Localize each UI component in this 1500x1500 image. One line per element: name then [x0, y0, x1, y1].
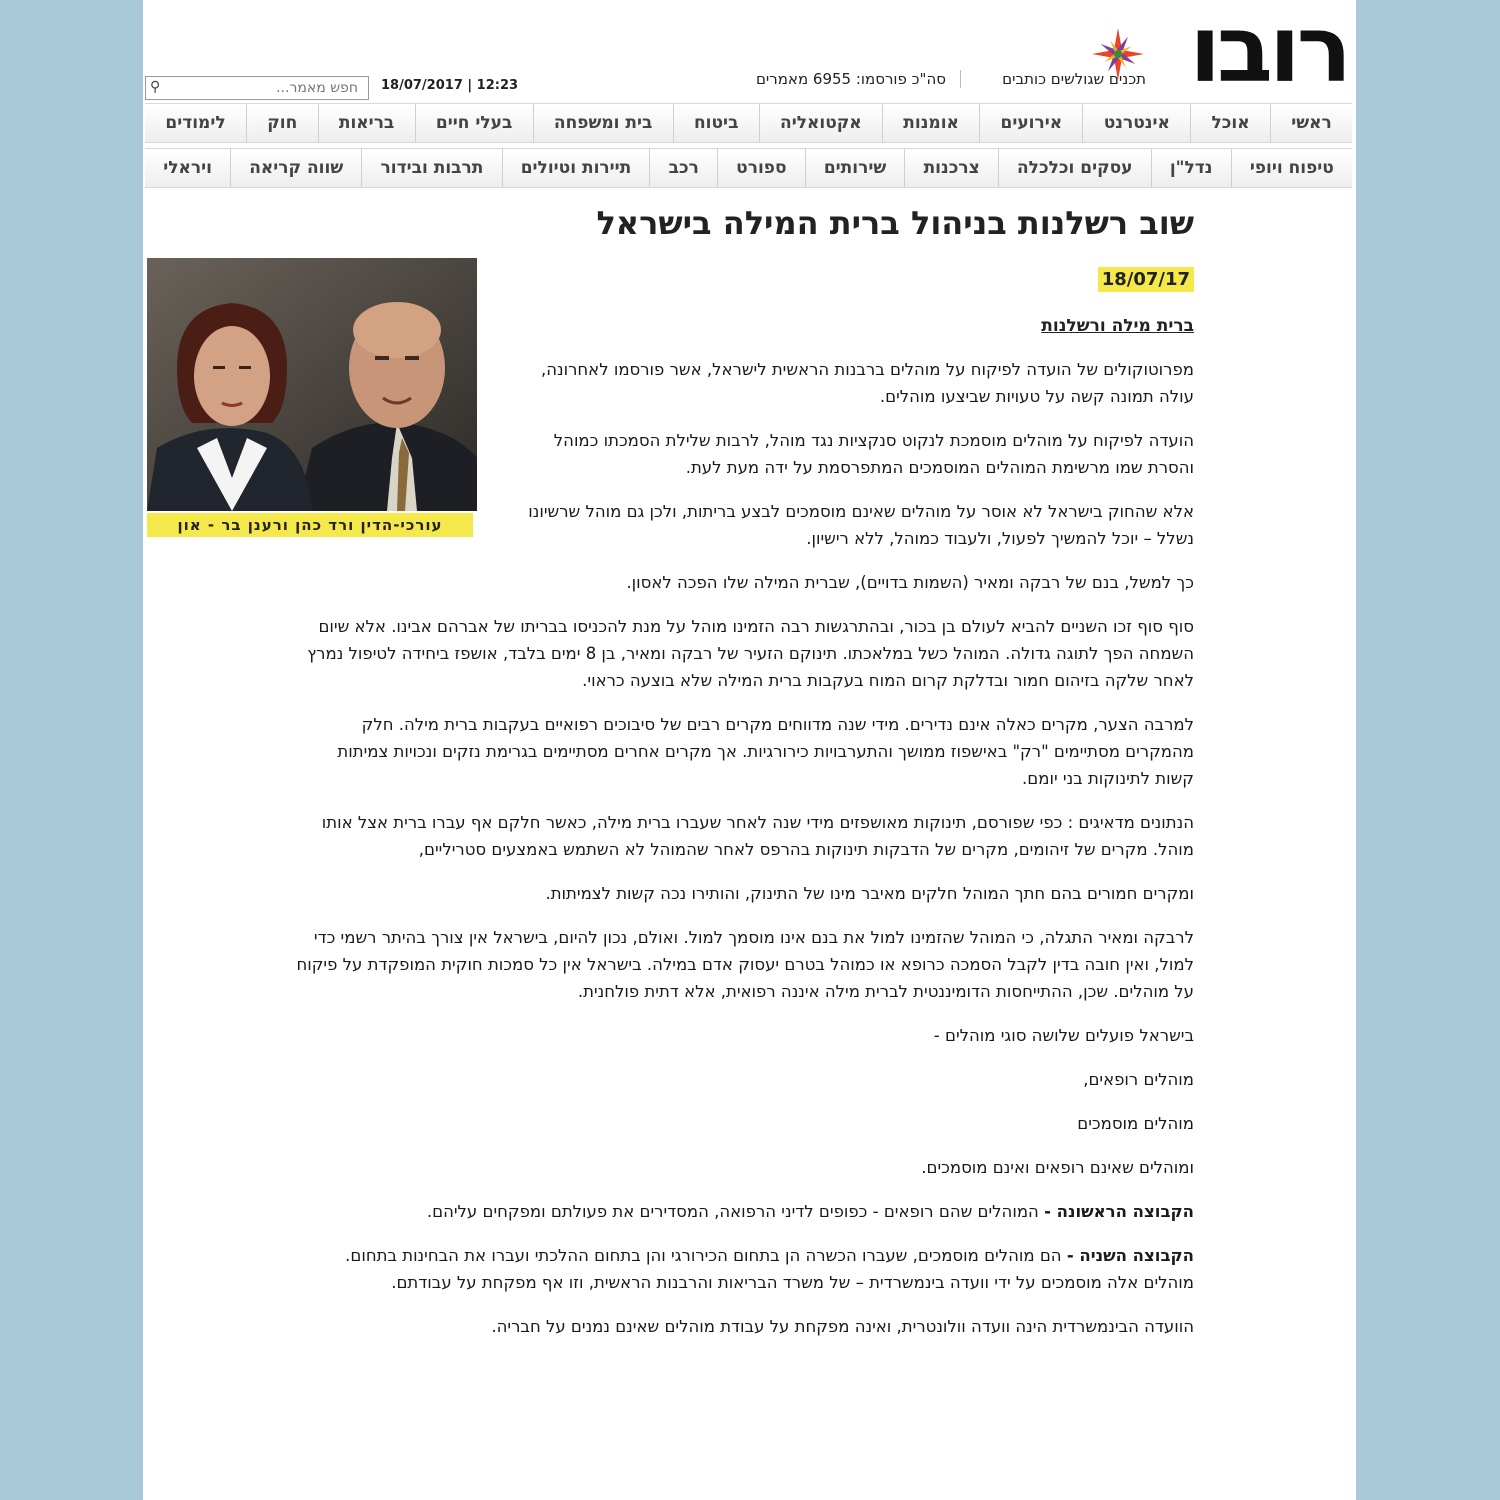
article-paragraph: מוהלים רופאים,: [1083, 1070, 1194, 1089]
header-divider: [960, 70, 961, 88]
group2-label: הקבוצה השניה -: [1066, 1246, 1194, 1265]
photo-caption: עורכי-הדין ורד כהן ורענן בר - און: [147, 513, 473, 537]
nav-item[interactable]: ספורט: [717, 149, 805, 187]
group1-paragraph: [294, 1198, 1194, 1225]
nav-item[interactable]: אירועים: [979, 104, 1082, 142]
nav-item[interactable]: חוק: [246, 104, 318, 142]
article-paragraph: ומוהלים שאינם רופאים ואינם מוסמכים.: [921, 1158, 1194, 1177]
search-icon[interactable]: ⚲: [150, 79, 161, 95]
nav-item[interactable]: בריאות: [318, 104, 415, 142]
nav-item[interactable]: לימודים: [165, 113, 226, 133]
nav-item[interactable]: אומנות: [882, 104, 979, 142]
article-paragraph: אלא שהחוק בישראל לא אוסר על מוהלים שאינם מוסמכים לבצע בריתות, ולכן גם מוהל שרשיונו נשלל – יוכל להמשיך לפעול, ולעבוד כמוהל, ללא רישיון.: [528, 502, 1194, 548]
site-tagline: תכנים שגולשים כותבים: [1002, 70, 1146, 88]
search-input[interactable]: [166, 77, 360, 99]
nav-item[interactable]: רכב: [649, 149, 717, 187]
article-body: [294, 356, 1194, 1357]
nav-item[interactable]: שווה קריאה: [230, 149, 361, 187]
current-datetime: 18/07/2017 | 12:23: [381, 78, 519, 93]
nav-item[interactable]: אוכל: [1190, 104, 1270, 142]
article-paragraph: מוהלים מוסמכים: [1077, 1114, 1194, 1133]
nav-item[interactable]: צרכנות: [904, 149, 997, 187]
nav-item[interactable]: תרבות ובידור: [361, 149, 501, 187]
article-paragraph: הוועדה הבינמשרדית הינה וועדה וולונטרית, ואינה מפקחת על עבודת מוהלים שאינם נמנים על חבריה.: [491, 1317, 1194, 1336]
article-date: 18/07/17: [1098, 267, 1194, 292]
nav-item[interactable]: ביטוח: [673, 104, 759, 142]
nav-item[interactable]: ראשי: [1270, 104, 1352, 142]
group2-text: הם מוהלים מוסמכים, שעברו הכשרה הן בתחום הכירורגי והן בתחום ההלכתי ועברו את הבחינות בתחום. מוהלים אלה מוסמכים על ידי וועדה בינמשרדית – של משרד הבריאות והרבנות הראשית, וזו אף מפקחת על עבודתם.: [345, 1246, 1194, 1292]
group1-label: הקבוצה הראשונה -: [1044, 1202, 1194, 1221]
nav-item[interactable]: ויראלי: [163, 158, 212, 178]
article-subtitle: ברית מילה ורשלנות: [1041, 316, 1194, 336]
article-paragraph: כך למשל, בנם של רבקה ומאיר (השמות בדויים), שברית המילה שלו הפכה לאסון.: [626, 573, 1194, 592]
group1-text: המוהלים שהם רופאים - כפופים לדיני הרפואה, המסדירים את פעולתם ומפקחים עליהם.: [426, 1202, 1039, 1221]
primary-nav: [145, 103, 1352, 143]
nav-item[interactable]: נדל"ן: [1151, 149, 1231, 187]
nav-item[interactable]: טיפוח ויופי: [1231, 149, 1352, 187]
nav-item[interactable]: אינטרנט: [1082, 104, 1190, 142]
article-title: שוב רשלנות בניהול ברית המילה בישראל: [596, 204, 1194, 242]
nav-item[interactable]: בעלי חיים: [415, 104, 533, 142]
article-paragraph: למרבה הצער, מקרים כאלה אינם נדירים. מידי שנה מדווחים מקרים רבים של סיבוכים רפואיים בעקבות ברית מילה. חלק מהמקרים מסתיימים "רק" באישפוז ממושך והתערבויות כירורגיות. אך מקרים אחרים מסתיימים בגרימת נזקים ונכויות צמיתות קשות לתינוקות בני יומם.: [337, 715, 1194, 788]
article-paragraph: הועדה לפיקוח על מוהלים מוסמכת לנקוט סנקציות נגד מוהל, לרבות שלילת הסמכתו כמוהל והסרת שמו מרשימת המוהלים המוסמכים המתפרסמת על ידה מעת לעת.: [553, 431, 1194, 477]
nav-item[interactable]: עסקים וכלכלה: [998, 149, 1151, 187]
article-paragraph: בישראל פועלים שלושה סוגי מוהלים -: [933, 1026, 1194, 1045]
nav-item[interactable]: תיירות וטיולים: [502, 149, 650, 187]
articles-count: סה"כ פורסמו: 6955 מאמרים: [755, 70, 946, 88]
article-paragraph: ומקרים חמורים בהם חתך המוהל חלקים מאיבר מינו של התינוק, והותירו נכה קשות לצמיתות.: [545, 884, 1194, 903]
nav-item[interactable]: שירותים: [805, 149, 905, 187]
article-page: [143, 0, 1356, 1500]
article-paragraph: מפרוטוקולים של הועדה לפיקוח על מוהלים ברבנות הראשית לישראל, אשר פורסמו לאחרונה, עולה תמונה קשה על טעויות שביצעו מוהלים.: [540, 360, 1194, 406]
search-box[interactable]: [145, 76, 369, 100]
group2-paragraph: [294, 1242, 1194, 1296]
secondary-nav: [145, 148, 1352, 188]
article-paragraph: לרבקה ומאיר התגלה, כי המוהל שהזמינו למול את בנם אינו מוסמך למול. ואולם, נכון להיום, בישראל אין צורך בהיתר רשמי כדי למול, ואין חובה בדין לקבל הסמכה כרופא או כמוהל בטרם יעסוק אדם במילה. בישראל אין כל סמכות חוקית המופקדת על פיקוח על מוהלים. שכן, ההתייחסות הדומיננטית לברית מילה איננה רפואית, אלא דתית פולחנית.: [296, 928, 1194, 1001]
nav-item[interactable]: אקטואליה: [759, 104, 882, 142]
article-paragraph: סוף סוף זכו השניים להביא לעולם בן בכור, ובהתרגשות רבה הזמינו מוהל על מנת להכניסו בבריתו של אברהם אבינו. אלא שיום השמחה הפך לתוגה גדולה. המוהל כשל במלאכתו. תינוקם הזעיר של רבקה ומאיר, בן 8 ימים בלבד, אושפז ביחידה לטיפול נמרץ לאחר שלקה בזיהום חמור ובדלקת קרום המוח בעקבות ברית המילה שלא בוצעה כראוי.: [307, 617, 1194, 690]
article-paragraph: הנתונים מדאיגים : כפי שפורסם, תינוקות מאושפזים מידי שנה לאחר שעברו ברית מילה, כאשר חלקם אף עברו ברית אצל אותו מוהל. מקרים של זיהומים, מקרים של הדבקות תינוקות בהרפס לאחר שהמוהל לא השתמש באמצעים סטריליים,: [321, 813, 1194, 859]
nav-item[interactable]: בית ומשפחה: [533, 104, 673, 142]
logo-text: רובו: [1189, 0, 1348, 103]
